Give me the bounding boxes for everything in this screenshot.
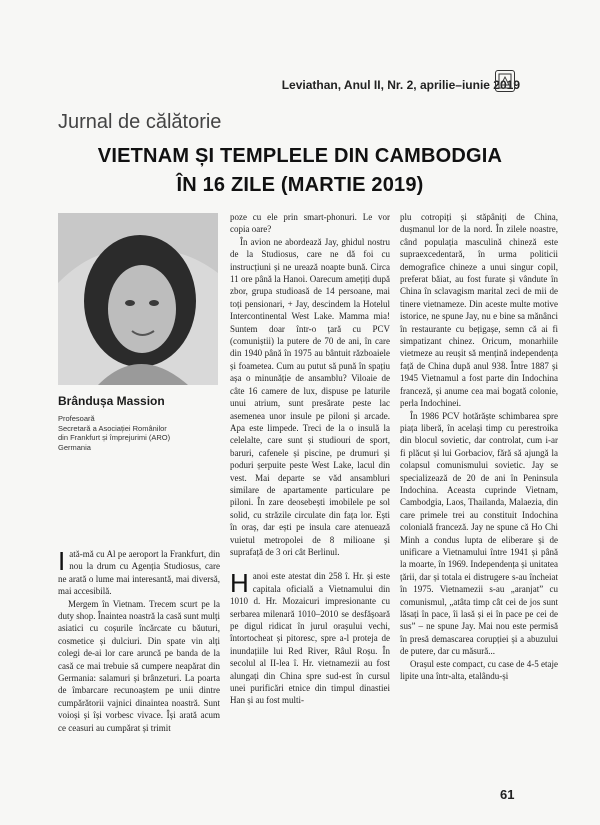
paragraph: poze cu ele prin smart-phonuri. Le vor copia oare? [230, 212, 390, 235]
author-name: Brândușa Massion [58, 394, 165, 408]
text-column-3 [400, 211, 558, 682]
paragraph: Iată-mă cu Al pe aeroport la Frankfurt, din nou la drum cu Agenția Studiosus, care ne arată o lume mai interesantă, mai diversă, mai accesibilă. [58, 546, 220, 597]
paragraph: plu cotropiți și stăpâniți de China, dușmanul lor de la nord. În zilele noastre, când populația masculină chineză este supraexcedentară, în urma politicii demografice chineze a unui singur copil, preferat băiat, au fost furate și vândute în China în sclavagism marital zeci de mii de tinere vietnameze. Din aceste multe motive istorice, ne spune Jay, nu e bine sa mănânci în restaurante cu bețigașe, semn că ai fi simpatizant chinez. Oricum, monarhiile vietmeze au reușit să mențină independența față de China după anul 938. Între 1887 și 1945 Vietnamul a fost parte din Indochina franceză, și anume cea mai bogată colonie, perla Indochinei. [400, 212, 558, 409]
author-photo [58, 213, 218, 385]
paragraph: În avion ne abordează Jay, ghidul nostru de la Studiosus, care ne dă foi cu instrucțiuni și ne urează noapte bună. Circa 11 ore până la Hanoi. Oarecum amețiți după zbor, grupa studioasă de 14 persoane, mai toți pensionari, + Jay, descindem la Hotelul Intercontinental West Lake. Mamma mia! Suntem doar într-o țară cu PCV (comuniștii) la putere de 70 de ani, în care din 1940 până în 1975 au bântuit războaiele și foametea. Cum au putut să pună în spațiu așa o minunăție de ansamblu? Viloaie de câte 16 camere de lux, dispuse pe laturile unui atrium, sunt presărate peste lac asemenea unor insule pe piloni și arcade. Apa este limpede. Treci de la o insulă la celelalte, care sunt și studiouri de sport, baruri, cafenele și piscine, pe drumuri și poduri șerpuite peste West Lake, lacul din vest. Mai departe se văd ansambluri similare de apartamente particulare pe piloni. În zare deosebești imobilele pe sol solid, cu străzile circulate din fața lor. Ești în oraș, dar ești pe insula care atenuează vuietul metropolei de 8 milioane și suprafață de 3 ori cât Berlinul. [230, 236, 390, 557]
drop-cap: I [58, 546, 66, 576]
article-title-line-2: ÎN 16 ZILE (MARTIE 2019) [176, 174, 424, 196]
author-bio-line: Secretară a Asociației Românilor [58, 423, 167, 433]
running-header: Leviathan, Anul II, Nr. 2, aprilie–iunie 2019 [281, 78, 520, 92]
author-bio-line: Profesoară [58, 414, 95, 423]
article-title-line-1: VIETNAM ȘI TEMPLELE DIN CAMBODGIA [97, 145, 503, 167]
text-column-2 [230, 211, 390, 707]
paragraph: Orașul este compact, cu case de 4-5 etaje lipite una într-alta, etalându-și [400, 658, 558, 682]
journal-logo-icon [495, 70, 515, 92]
author-bio-line: din Frankfurt și împrejurimi (ARO) [58, 433, 171, 442]
section-heading: Jurnal de călătorie [58, 111, 222, 133]
paragraph: În 1986 PCV hotărăște schimbarea spre piața liberă, în același timp cu perestroika din blocul sovietic, dar controlat, cum i-ar fi plăcut și lui Gorbaciov, fără să ajungă la colapsul comunismului sovietic. Jay se specializează de 20 de ani în Peninsula Indochina. Aceasta cuprinde Vietnam, Cambodgia, Laos, Thailanda, Malaezia, din care primele trei au constituit Indochina colonială franceză. Jay ne spune că Ho Chi Minh a condus lupta de eliberare și de unificare a Vietnamului între 1941 și până la moarte, în 1969. Independența și unitatea țării, dar și totala ei distrugere s-au încheiat în 1975. Vietnamezii s-au „aranjat” cu comunismul, „atâta timp cât cei de jos sunt lăsați în pace, îi lasă și ei în pace pe cei de sus” – ne spune Jay. Mai nou este permisă în presă demascarea corupției și a abuzului de putere, dar cu măsură... [400, 410, 558, 657]
text-column-1 [58, 548, 220, 734]
paragraph: Hanoi este atestat din 258 î. Hr. și este capitala oficială a Vietnamului din 1010 d. Hr. Mozaicuri impresionante cu serbarea milenară 1010–2010 se desfășoară pe digul ridicat în jurul orașului vechi, întortocheat și pitoresc, spre a-l proteja de inundațiile lui Red River, Râul Roșu. În secolul al II-lea î. Hr. vietnamezii au fost alungați din China spre sud-est în cursul unei purificări etnice din timpul dinastiei Han și au fost multi- [230, 568, 390, 706]
article-title [80, 142, 520, 200]
author-bio-line: Germania [58, 442, 91, 452]
author-bio [58, 414, 208, 452]
page-number: 61 [500, 787, 515, 802]
paragraph: Mergem în Vietnam. Trecem scurt pe la duty shop. Înaintea noastră la casă sunt mulți asiatici cu coșurile încărcate cu băuturi, cosmetice și dulciuri. Din spate vin alți colegi de-ai lor care aruncă pe banda de la casă ce mai trebuie să cumpere neapărat din Germania: salamuri și brânzeturi. La poarta de îmbarcare recunoaștem pe unii dintre cumpărătorii vajnici dinaintea noastră. Sunt voioși și își vorbesc vivace. Își arată acum ce ceasuri au cumpărat și trimit [58, 598, 220, 733]
drop-cap: H [230, 568, 249, 599]
